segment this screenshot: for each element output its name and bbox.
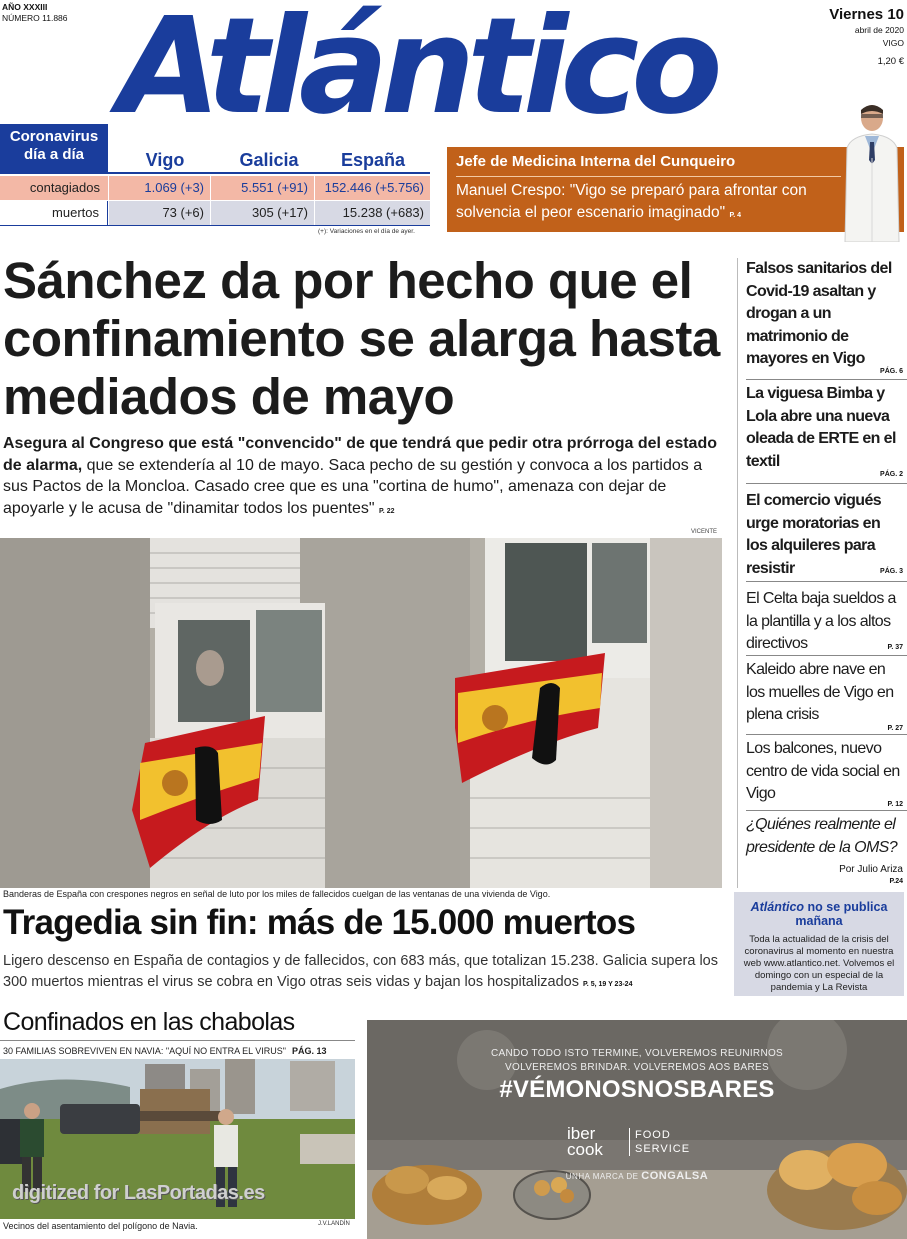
- advertisement[interactable]: [367, 1020, 907, 1239]
- sidebar-brief-2[interactable]: La viguesa Bimba y Lola abre una nueva oleada de ERTE en el textil: [746, 385, 896, 470]
- sidebar-brief-page: P.24: [889, 878, 903, 885]
- edition-month-year: abril de 2020: [854, 25, 904, 35]
- sidebar-brief-page: PÁG. 3: [880, 568, 903, 575]
- sidebar-divider: [737, 258, 738, 888]
- edition-price: 1,20 €: [877, 56, 904, 67]
- sidebar-rule: [746, 581, 907, 582]
- shacks-subhead-text: 30 FAMILIAS SOBREVIVEN EN NAVIA: "AQUÍ NO ENTRA EL VIRUS": [3, 1046, 286, 1056]
- covid-row-infected: [0, 176, 430, 200]
- sidebar-rule: [746, 734, 907, 735]
- sidebar-opinion-author: Por Julio Ariza: [839, 864, 903, 875]
- feature-divider: [456, 176, 841, 177]
- ad-maker: [367, 1170, 907, 1182]
- feature-page: P. 4: [729, 212, 742, 219]
- notice-title-brand: Atlántico: [750, 900, 805, 914]
- covid-col-vigo: Vigo: [145, 150, 185, 170]
- ad-maker-name: CONGALSA: [641, 1170, 709, 1182]
- covid-row-label: muertos: [0, 201, 108, 225]
- feature-text: [456, 180, 856, 227]
- notice-title: [734, 900, 904, 928]
- covid-cell: 15.238 (+683): [314, 201, 430, 225]
- second-deck-page: P. 5, 19 Y 23-24: [583, 981, 633, 988]
- shacks-headline[interactable]: Confinados en las chabolas: [3, 1008, 295, 1036]
- notice-title-text: no se publica mañana: [795, 900, 888, 928]
- covid-table-title: Coronavirus día a día: [0, 124, 108, 172]
- covid-table-rule: [0, 225, 430, 226]
- sidebar-brief-page: PÁG. 2: [880, 471, 903, 478]
- sidebar-rule: [746, 483, 907, 484]
- shacks-page: PÁG. 13: [291, 1046, 327, 1056]
- covid-row-deaths: [0, 201, 430, 225]
- edition-number: NÚMERO 11.886: [2, 13, 68, 23]
- notice-body: Toda la actualidad de la crisis del coronavirus al momento en nuestra web www.atlantico.net. Volvemos el domingo con un especial de la pandemia y La Revista: [743, 934, 895, 993]
- shacks-caption: Vecinos del asentamiento del polígono de Navia.: [3, 1221, 198, 1231]
- main-photo-caption: Banderas de España con crespones negros en señal de luto por los miles de fallecidos cuelgan de las ventanas de una vivienda de Vigo.: [3, 889, 551, 899]
- ad-brand-logo: iber cook: [567, 1124, 603, 1159]
- shacks-subhead: [3, 1046, 326, 1056]
- covid-cell: 1.069 (+3): [108, 176, 210, 200]
- feature-teaser[interactable]: [447, 147, 904, 232]
- watermark: digitized for LasPortadas.es: [12, 1182, 265, 1204]
- shacks-rule: [0, 1040, 355, 1041]
- main-deck-body: que se extendería al 10 de mayo. Saca pecho de su gestión y convoca a los partidos a sus Pactos de la Moncloa. Casado cree que es una "cortina de humo", amenaza con dejar de apoyarle y le acusa de "dinamitar todos los puentes": [3, 456, 703, 517]
- sidebar-brief-3[interactable]: El comercio vigués urge moratorias en los alquileres para resistir: [746, 492, 882, 577]
- edition-date: [829, 6, 904, 68]
- main-deck: [3, 433, 725, 522]
- ad-line-2: VOLVEREMOS BRINDAR. VOLVEREMOS AOS BARES: [505, 1062, 769, 1073]
- edition-info: [2, 2, 68, 24]
- feature-quote: Manuel Crespo: "Vigo se preparó para afrontar con solvencia el peor escenario imaginado": [456, 182, 807, 221]
- ad-line-1: CANDO TODO ISTO TERMINE, VOLVEREMOS REUNIRNOS: [490, 1048, 784, 1059]
- notice-box: [734, 892, 904, 996]
- sidebar-brief-page: PÁG. 6: [880, 368, 903, 375]
- photo-credit: VICENTE: [691, 529, 718, 535]
- newspaper-logo[interactable]: Atlántico: [118, 0, 715, 144]
- ad-hashtag: #VÉMONOSNOSBARES: [499, 1076, 775, 1103]
- sidebar-brief-page: P. 27: [887, 725, 903, 732]
- main-photo-balcony-flags: [0, 538, 722, 888]
- sidebar-brief-4[interactable]: El Celta baja sueldos a la plantilla y a los altos directivos: [746, 590, 896, 652]
- sidebar-brief-1[interactable]: Falsos sanitarios del Covid-19 asaltan y drogan a un matrimonio de mayores en Vigo: [746, 260, 892, 367]
- covid-col-espana: España: [340, 150, 406, 170]
- second-deck-body: Ligero descenso en España de contagios y de fallecidos, con 683 más, que totalizan 15.238. Galicia supera los 300 muertos mientras el virus se cobra en Vigo otras seis vidas y bajan los hospitalizados: [3, 953, 718, 990]
- main-deck-lead: Asegura al Congreso que está "convencido" de que tendrá que pedir otra prórroga del estado de alarma,: [3, 435, 717, 474]
- sidebar-brief-5[interactable]: Kaleido abre nave en los muelles de Vigo en plena crisis: [746, 661, 894, 723]
- sidebar-brief-page: P. 12: [887, 801, 903, 808]
- sidebar-brief-page: P. 37: [887, 644, 903, 651]
- covid-row-label: contagiados: [0, 176, 108, 200]
- covid-cell: 305 (+17): [210, 201, 314, 225]
- sidebar-briefs: [746, 258, 907, 888]
- covid-table-rule: [0, 172, 430, 174]
- edition-day: Viernes 10: [829, 6, 904, 23]
- ad-brand-service: FOOD SERVICE: [629, 1128, 699, 1156]
- covid-cell: 73 (+6): [108, 201, 210, 225]
- shacks-credit: J.V.LANDÍN: [318, 1221, 350, 1227]
- second-headline[interactable]: Tragedia sin fin: más de 15.000 muertos: [3, 903, 636, 942]
- covid-col-galicia: Galicia: [239, 150, 299, 170]
- main-headline[interactable]: Sánchez da por hecho que el confinamiento se alarga hasta mediados de mayo: [3, 252, 720, 425]
- doctor-portrait: [837, 98, 907, 242]
- covid-cell: 5.551 (+91): [210, 176, 314, 200]
- sidebar-rule: [746, 379, 907, 380]
- sidebar-rule: [746, 655, 907, 656]
- covid-cell: 152.446 (+5.756): [314, 176, 430, 200]
- sidebar-opinion[interactable]: ¿Quiénes realmente el presidente de la OMS?: [746, 816, 898, 856]
- second-deck: [3, 951, 733, 995]
- edition-year: AÑO XXXIII: [2, 2, 48, 12]
- ad-maker-pre: UNHA MARCA DE: [565, 1172, 639, 1181]
- sidebar-brief-6[interactable]: Los balcones, nuevo centro de vida social en Vigo: [746, 740, 900, 802]
- covid-table-note: (+): Variaciones en el día de ayer.: [318, 228, 415, 235]
- edition-city: VIGO: [882, 38, 904, 48]
- feature-kicker: Jefe de Medicina Interna del Cunqueiro: [456, 153, 736, 170]
- main-deck-page: P. 22: [379, 507, 395, 515]
- sidebar-rule: [746, 810, 907, 811]
